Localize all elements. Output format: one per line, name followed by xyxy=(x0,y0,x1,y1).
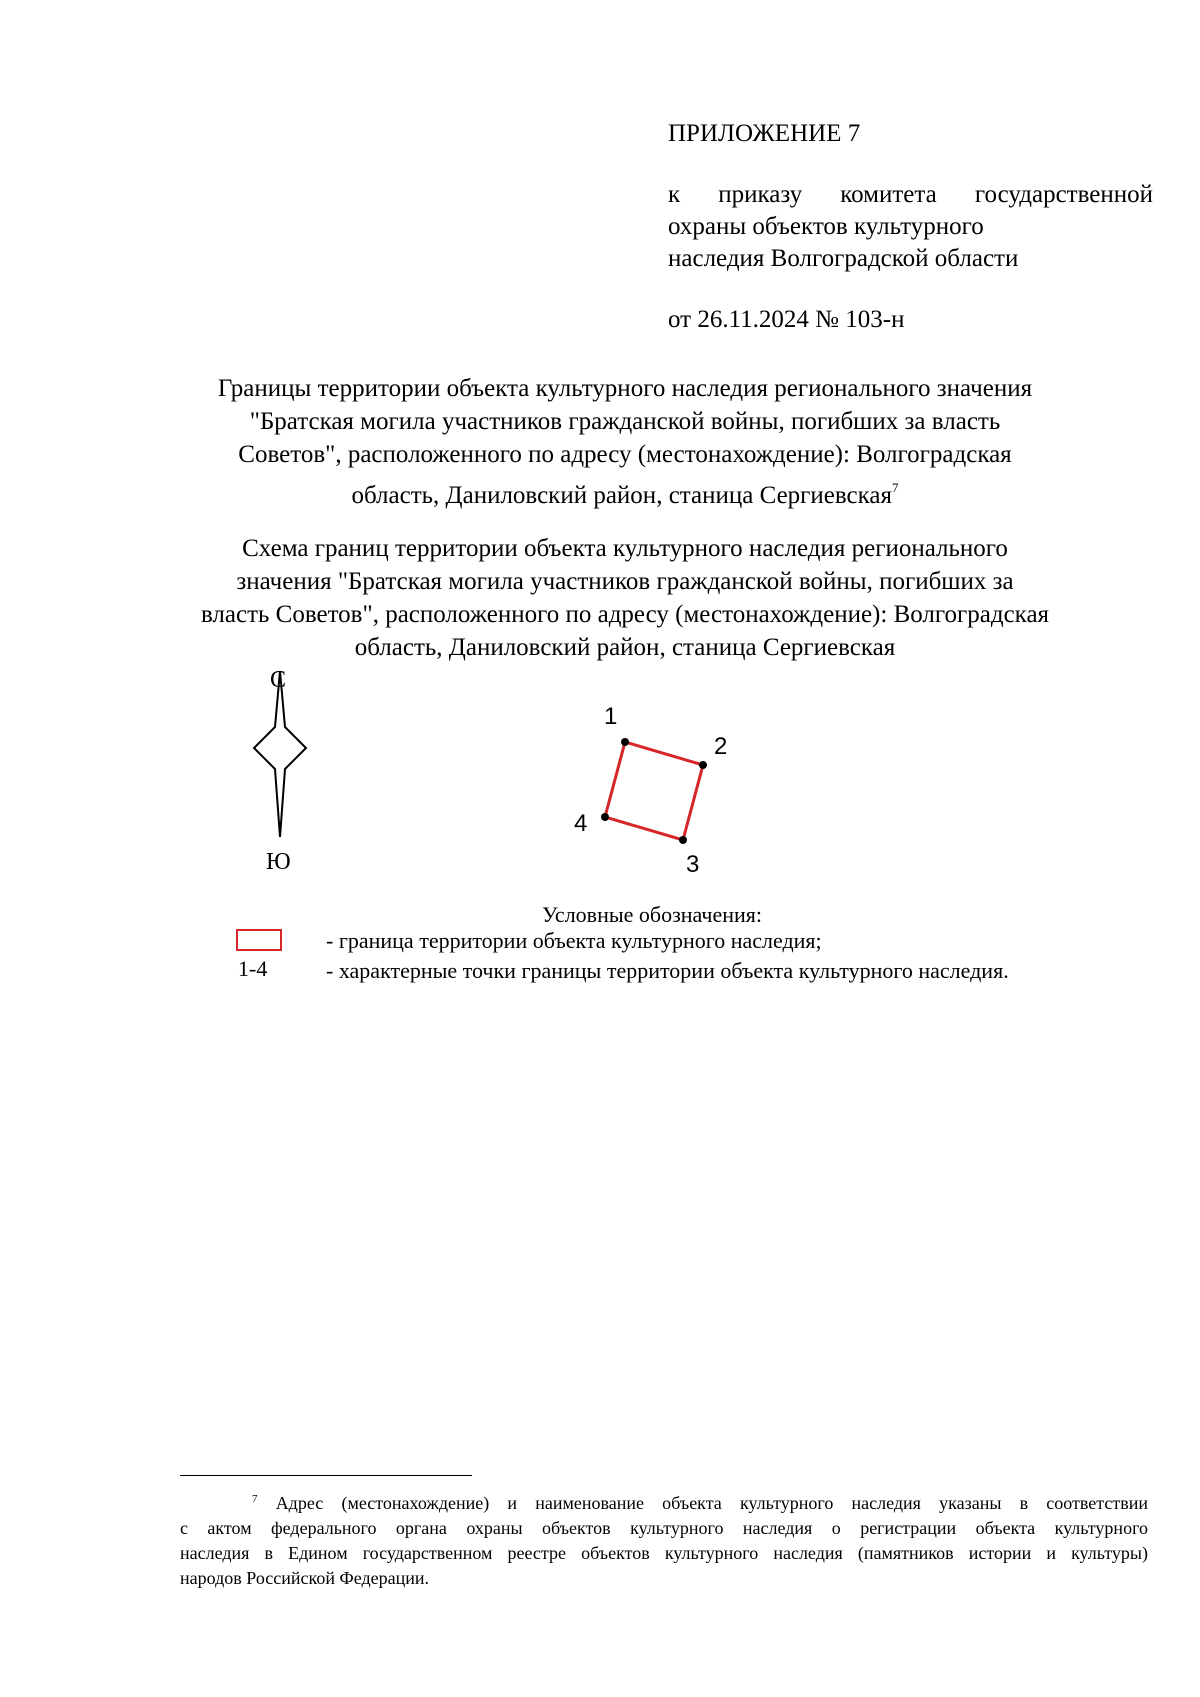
footnote-line xyxy=(180,1487,1148,1516)
scheme-title-line: область, Даниловский район, станица Сергиевская xyxy=(354,634,896,661)
order-reference-line: охраны объектов культурного xyxy=(668,213,984,240)
footnote-mark: 7 xyxy=(252,1493,258,1505)
compass-south-label: Ю xyxy=(266,849,291,875)
scheme-title-line: власть Советов", расположенного по адресу (местонахождение): Волгоградская xyxy=(200,601,1050,628)
order-date-number: от 26.11.2024 № 103-н xyxy=(668,306,905,333)
document-title xyxy=(150,372,1100,512)
title-line: Советов", расположенного по адресу (местонахождение): Волгоградская xyxy=(238,441,1012,468)
order-reference-line: к приказу комитета государственной xyxy=(668,181,1153,208)
north-arrow-icon xyxy=(250,665,310,845)
boundary-polygon xyxy=(605,742,703,840)
appendix-order-reference xyxy=(668,179,1153,275)
scheme-title-line: Схема границ территории объекта культурного наследия регионального xyxy=(242,535,1008,562)
scheme-title-line: значения "Братская могила участников гражданской войны, погибших за xyxy=(236,568,1014,595)
compass-north-label: С xyxy=(270,667,287,693)
boundary-scheme xyxy=(560,690,760,880)
title-line-last xyxy=(150,471,1100,512)
legend-points-symbol: 1-4 xyxy=(238,956,268,981)
point-label-4: 4 xyxy=(574,810,588,837)
point-label-1: 1 xyxy=(604,703,618,730)
footnote xyxy=(180,1487,1148,1591)
title-line-text: область, Даниловский район, станица Сергиевская xyxy=(351,482,893,509)
appendix-title: ПРИЛОЖЕНИЕ 7 xyxy=(668,120,861,147)
legend-boundary-text: - граница территории объекта культурного наследия; xyxy=(326,928,822,953)
title-line: "Братская могила участников гражданской войны, погибших за власть xyxy=(249,408,1001,435)
boundary-point-4 xyxy=(601,813,609,821)
order-reference-line: наследия Волгоградской области xyxy=(668,245,1019,272)
boundary-point-3 xyxy=(679,836,687,844)
point-label-2: 2 xyxy=(714,733,728,760)
point-label-3: 3 xyxy=(686,851,700,878)
title-line: Границы территории объекта культурного наследия регионального значения xyxy=(217,375,1033,402)
legend-heading: Условные обозначения: xyxy=(542,902,763,927)
footnote-line: наследия в Едином государственном реестре объектов культурного наследия (памятников истории и культуры) xyxy=(180,1543,1148,1563)
legend-points-text: - характерные точки границы территории объекта культурного наследия. xyxy=(326,958,1009,983)
footnote-line: народов Российской Федерации. xyxy=(180,1568,429,1588)
boundary-point-1 xyxy=(621,738,629,746)
scheme-title xyxy=(150,532,1100,664)
legend-boundary-symbol xyxy=(236,929,282,951)
boundary-point-2 xyxy=(699,761,707,769)
footnote-line-text: Адрес (местонахождение) и наименование объекта культурного наследия указаны в соответствии xyxy=(275,1493,1149,1513)
footnote-line: с актом федерального органа охраны объектов культурного наследия о регистрации объекта культурного xyxy=(180,1518,1148,1538)
footnote-separator xyxy=(180,1475,472,1476)
title-footnote-mark: 7 xyxy=(892,480,899,495)
